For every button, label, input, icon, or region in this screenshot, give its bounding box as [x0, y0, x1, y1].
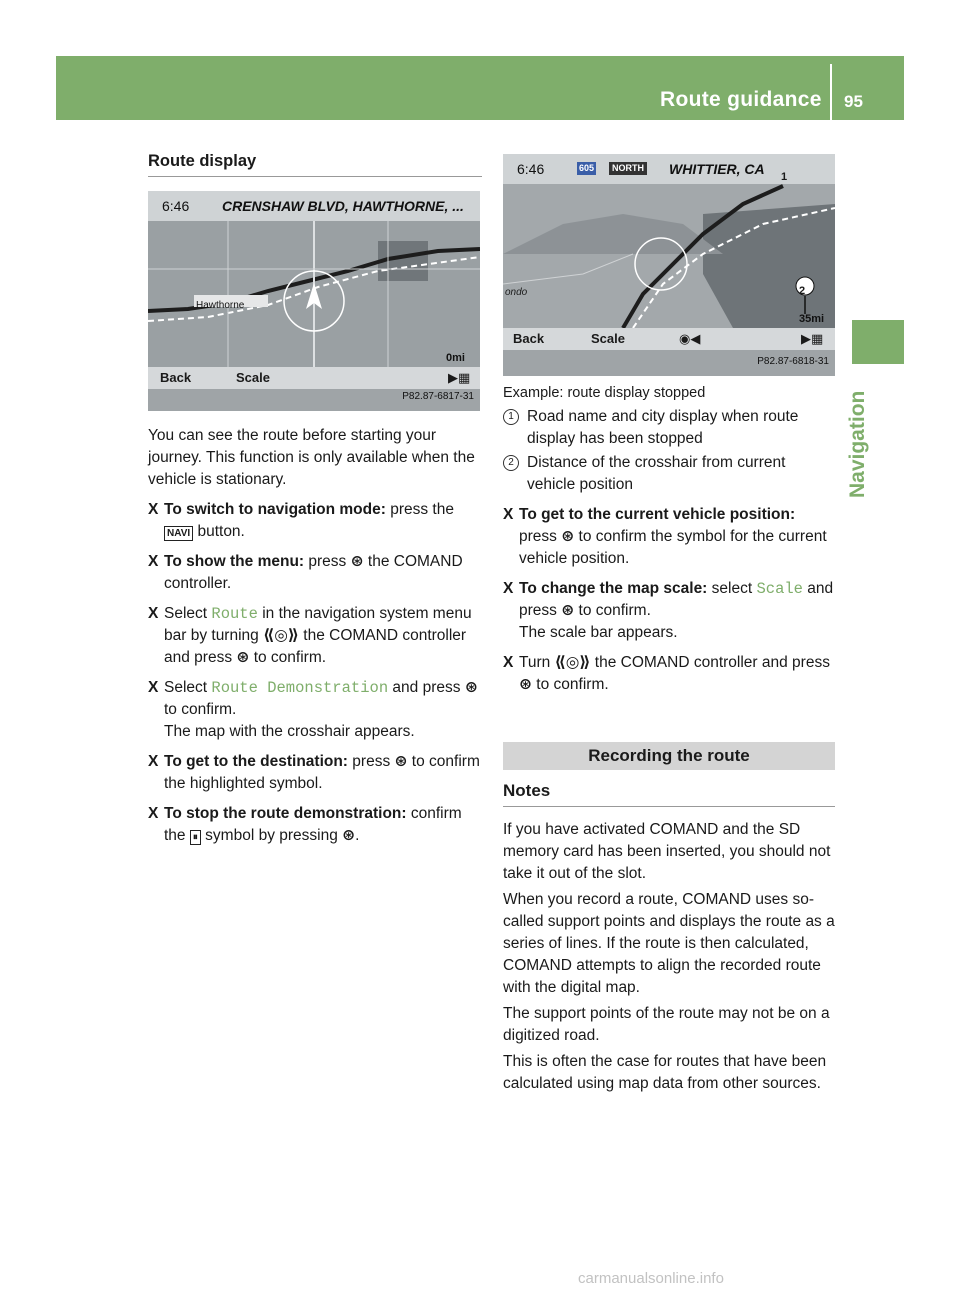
- scale-button[interactable]: Scale: [236, 370, 270, 385]
- turn-controller-icon: ⟪◎⟫: [263, 627, 299, 644]
- callout-marker-1: 1: [781, 171, 788, 183]
- notes-paragraph: If you have activated COMAND and the SD memory card has been inserted, you should not take it out of the slot.: [503, 821, 831, 882]
- page-number: 95: [844, 92, 863, 111]
- step-stop-demo: X To stop the route demonstration: confirm the ⏸ symbol by pressing ⊛.: [148, 805, 462, 844]
- footer-watermark[interactable]: carmanualsonline.info: [578, 1270, 724, 1287]
- press-controller-icon: ⊛: [561, 528, 575, 545]
- section-heading-recording: Recording the route: [503, 742, 835, 770]
- scale-button[interactable]: Scale: [591, 331, 625, 346]
- step-current-position: X To get to the current vehicle position: press ⊛ to confirm the symbol for the current vehicle position.: [503, 506, 827, 567]
- figure-code: P82.87-6817-31: [402, 391, 474, 402]
- highway-shield-icon: 605: [579, 163, 595, 173]
- step-get-destination: X To get to the destination: press ⊛ to confirm the highlighted symbol.: [148, 753, 480, 792]
- back-button[interactable]: Back: [160, 370, 192, 385]
- notes-paragraph: The support points of the route may not be on a digitized road.: [503, 1005, 830, 1044]
- left-column: [148, 150, 482, 847]
- step-marker-icon: X: [503, 654, 514, 671]
- destination-flag-icon[interactable]: ▶▦: [801, 331, 824, 346]
- road-name: WHITTIER, CA: [669, 161, 765, 177]
- road-name: CRENSHAW BLVD, HAWTHORNE, ...: [222, 198, 464, 214]
- turn-controller-icon: ⟪◎⟫: [554, 654, 591, 671]
- side-label: Navigation: [846, 390, 869, 498]
- section-heading: Route display: [148, 150, 482, 177]
- navi-key-icon: NAVI: [164, 526, 193, 541]
- map-title-bar: [148, 191, 480, 221]
- map-menu-bar: [503, 328, 835, 350]
- step-turn-controller: X Turn ⟪◎⟫ the COMAND controller and press ⊛ to confirm.: [503, 654, 830, 693]
- destination-flag-icon[interactable]: ▶▦: [448, 370, 471, 385]
- step-switch-nav: X To switch to navigation mode: press the NAVI button.: [148, 501, 454, 540]
- callout-item: 1 Road name and city display when route display has been stopped: [503, 406, 835, 450]
- press-controller-icon: ⊛: [394, 753, 408, 770]
- ui-term-scale: Scale: [756, 580, 803, 598]
- press-controller-icon: ⊛: [464, 679, 478, 696]
- notes-paragraph: When you record a route, COMAND uses so-called support points and displays the route as a series of lines. If the route is then calculated, COMAND attempts to align the recorded route with the digital map.: [503, 891, 835, 996]
- route-display-figure: [148, 191, 480, 411]
- step-marker-icon: X: [503, 506, 514, 523]
- step-marker-icon: X: [148, 553, 159, 570]
- figure-code: P82.87-6818-31: [757, 356, 829, 367]
- step-marker-icon: X: [148, 805, 159, 822]
- press-controller-icon: ⊛: [561, 602, 575, 619]
- callout-marker-2: 2: [799, 285, 806, 297]
- direction-badge: NORTH: [609, 162, 647, 175]
- vehicle-position-icon[interactable]: ◉◀: [679, 331, 701, 346]
- step-show-menu: X To show the menu: press ⊛ the COMAND controller.: [148, 553, 463, 592]
- clock: 6:46: [162, 198, 190, 214]
- callout-number-icon: 2: [503, 455, 519, 471]
- back-button[interactable]: Back: [513, 331, 545, 346]
- step-marker-icon: X: [148, 501, 159, 518]
- header-title: Route guidance: [660, 88, 822, 111]
- scale-readout: 35mi: [799, 313, 825, 325]
- step-select-demo: X Select Route Demonstration and press ⊛ to confirm. The map with the crosshair appears.: [148, 677, 482, 743]
- step-marker-icon: X: [503, 580, 514, 597]
- callout-number-icon: 1: [503, 409, 519, 425]
- press-controller-icon: ⊛: [236, 649, 250, 666]
- side-tab: [852, 320, 904, 364]
- step-marker-icon: X: [148, 679, 159, 696]
- callout-item: 2 Distance of the crosshair from current vehicle position: [503, 452, 835, 496]
- pause-key-icon: ⏸: [190, 830, 201, 845]
- press-controller-icon: ⊛: [350, 553, 364, 570]
- step-change-scale: X To change the map scale: select Scale and press ⊛ to confirm. The scale bar appears.: [503, 578, 835, 644]
- intro-paragraph: You can see the route before starting your journey. This function is only available when the vehicle is stationary.: [148, 427, 475, 488]
- step-marker-icon: X: [148, 605, 159, 622]
- scale-readout: 0mi: [446, 352, 465, 364]
- step-result: The map with the crosshair appears.: [164, 723, 415, 740]
- figure-caption: Example: route display stopped: [503, 385, 706, 401]
- clock: 6:46: [517, 161, 545, 177]
- step-marker-icon: X: [148, 753, 159, 770]
- subsection-notes: Notes: [503, 780, 835, 807]
- place-label: Hawthorne: [196, 300, 245, 311]
- route-stopped-figure: [503, 154, 835, 376]
- step-select-route: X Select Route in the navigation system menu bar by turning ⟪◎⟫ the COMAND controller and press ⊛ to confirm.: [148, 605, 472, 666]
- press-controller-icon: ⊛: [342, 827, 356, 844]
- step-result: The scale bar appears.: [519, 624, 678, 641]
- ui-term-route: Route: [211, 605, 258, 623]
- press-controller-icon: ⊛: [519, 676, 532, 693]
- ui-term-route-demonstration: Route Demonstration: [211, 679, 389, 697]
- header-divider: [830, 64, 832, 120]
- right-column: [503, 150, 835, 1095]
- notes-paragraph: This is often the case for routes that have been calculated using map data from other sources.: [503, 1053, 827, 1092]
- place-label: ondo: [505, 287, 528, 298]
